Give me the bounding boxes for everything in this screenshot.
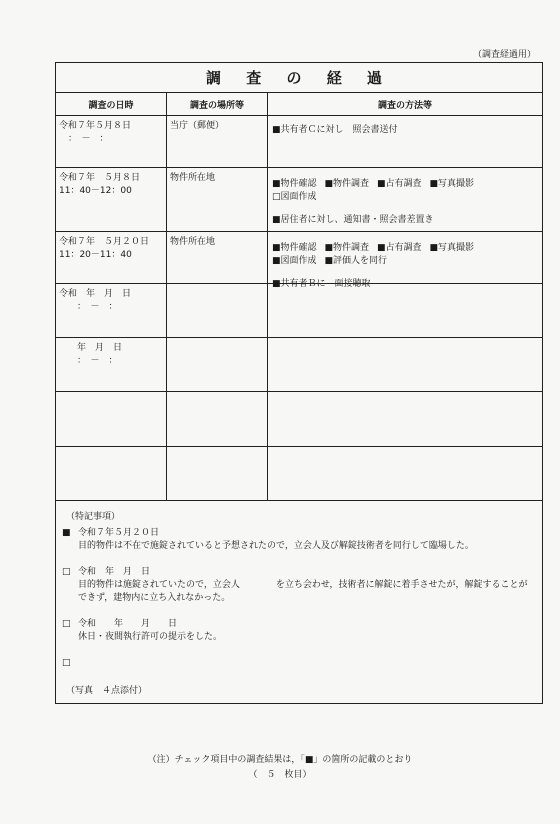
header-method: 調査の方法等 xyxy=(377,100,432,111)
table-row xyxy=(56,116,542,168)
method-checkbox: ■占有調査 xyxy=(377,243,422,253)
row-date: 令和 年 月 日 ： － ： xyxy=(56,284,167,337)
form-title: 調 査 の 経 過 xyxy=(56,63,542,93)
method-checkbox: ■物件確認 xyxy=(272,179,317,189)
row-date: 令和７年 ５月２０日 11：20－11：40 xyxy=(56,232,167,283)
method-checkbox: ■図面作成 xyxy=(272,256,317,266)
method-checkbox: ■物件調査 xyxy=(324,179,370,189)
row-methods xyxy=(268,168,542,231)
row-place xyxy=(167,284,268,337)
row-methods xyxy=(268,232,542,289)
row-place xyxy=(167,338,268,391)
row-date xyxy=(56,392,167,446)
row-methods xyxy=(268,392,542,446)
method-checkbox: ■物件調査 xyxy=(324,243,370,253)
note-checkbox: □ xyxy=(62,567,71,577)
row-date: 令和７年５月８日 ： － ： xyxy=(56,116,167,167)
row-methods xyxy=(268,284,542,337)
method-checkbox: □図面作成 xyxy=(272,192,317,202)
footer-note: （注）チェック項目中の調査結果は，「■」の箇所の記載のとおり xyxy=(147,755,413,765)
row-methods xyxy=(268,116,542,167)
method-checkbox: ■評価人を同行 xyxy=(324,256,388,266)
table-row xyxy=(56,168,542,232)
table-header xyxy=(56,93,542,116)
investigation-form xyxy=(55,62,543,704)
note-item xyxy=(62,566,536,605)
notes-header: （特記事項） xyxy=(66,512,121,522)
page-count: （ ５ 枚目） xyxy=(248,770,312,780)
method-note: ■共有者Ｂに 面接聴取 xyxy=(272,279,371,289)
note-checkbox: □ xyxy=(62,658,71,668)
note-item xyxy=(62,657,536,670)
note-text: 目的物件は施錠されていたので，立会人 を立ち会わせ，技術者に解錠に着手させたが，解錠することができず，建物内に立ち入れなかった。 xyxy=(78,580,528,603)
method-checkbox: ■物件確認 xyxy=(272,243,317,253)
note-text: 目的物件は不在で施錠されていると予想されたので，立会人及び解錠技術者を同行して臨場した。 xyxy=(78,541,474,551)
row-date: 令和７年 ５月８日 11：40－12：00 xyxy=(56,168,167,231)
note-text: 休日・夜間執行許可の提示をした。 xyxy=(78,632,223,642)
row-place xyxy=(167,447,268,500)
method-checkbox: ■写真撮影 xyxy=(429,243,475,253)
row-place: 当庁（郵便） xyxy=(167,116,268,167)
special-notes xyxy=(56,501,542,702)
note-checkbox: ■ xyxy=(62,528,71,538)
note-item xyxy=(62,527,536,553)
table-row xyxy=(56,338,542,392)
header-date: 調査の日時 xyxy=(56,93,167,115)
method-checkbox: ■写真撮影 xyxy=(429,179,475,189)
note-date: 令和 年 月 日 xyxy=(78,619,178,629)
row-place: 物件所在地 xyxy=(167,168,268,231)
note-date: 令和 年 月 日 xyxy=(78,567,151,577)
note-item xyxy=(62,618,536,644)
row-date: 年 月 日 ： － ： xyxy=(56,338,167,391)
table-row xyxy=(56,232,542,289)
method-note: ■居住者に対し、通知書・照会書差置き xyxy=(272,215,434,225)
row-methods xyxy=(268,338,542,391)
row-date xyxy=(56,447,167,500)
page-label: （調査経過用） xyxy=(472,50,536,60)
note-checkbox: □ xyxy=(62,619,71,629)
table-row xyxy=(56,284,542,338)
note-date: 令和７年５月２０日 xyxy=(78,528,160,538)
header-place: 調査の場所等 xyxy=(167,93,268,115)
table-row xyxy=(56,447,542,501)
row-place: 物件所在地 xyxy=(167,232,268,283)
row-place xyxy=(167,392,268,446)
method-checkbox: ■占有調査 xyxy=(377,179,422,189)
table-row xyxy=(56,392,542,447)
method-note: ■共有者Ｃに対し 照会書送付 xyxy=(272,125,398,135)
table-body xyxy=(56,116,542,501)
row-methods xyxy=(268,447,542,500)
photo-count: （写真 ４点添付） xyxy=(66,686,148,696)
